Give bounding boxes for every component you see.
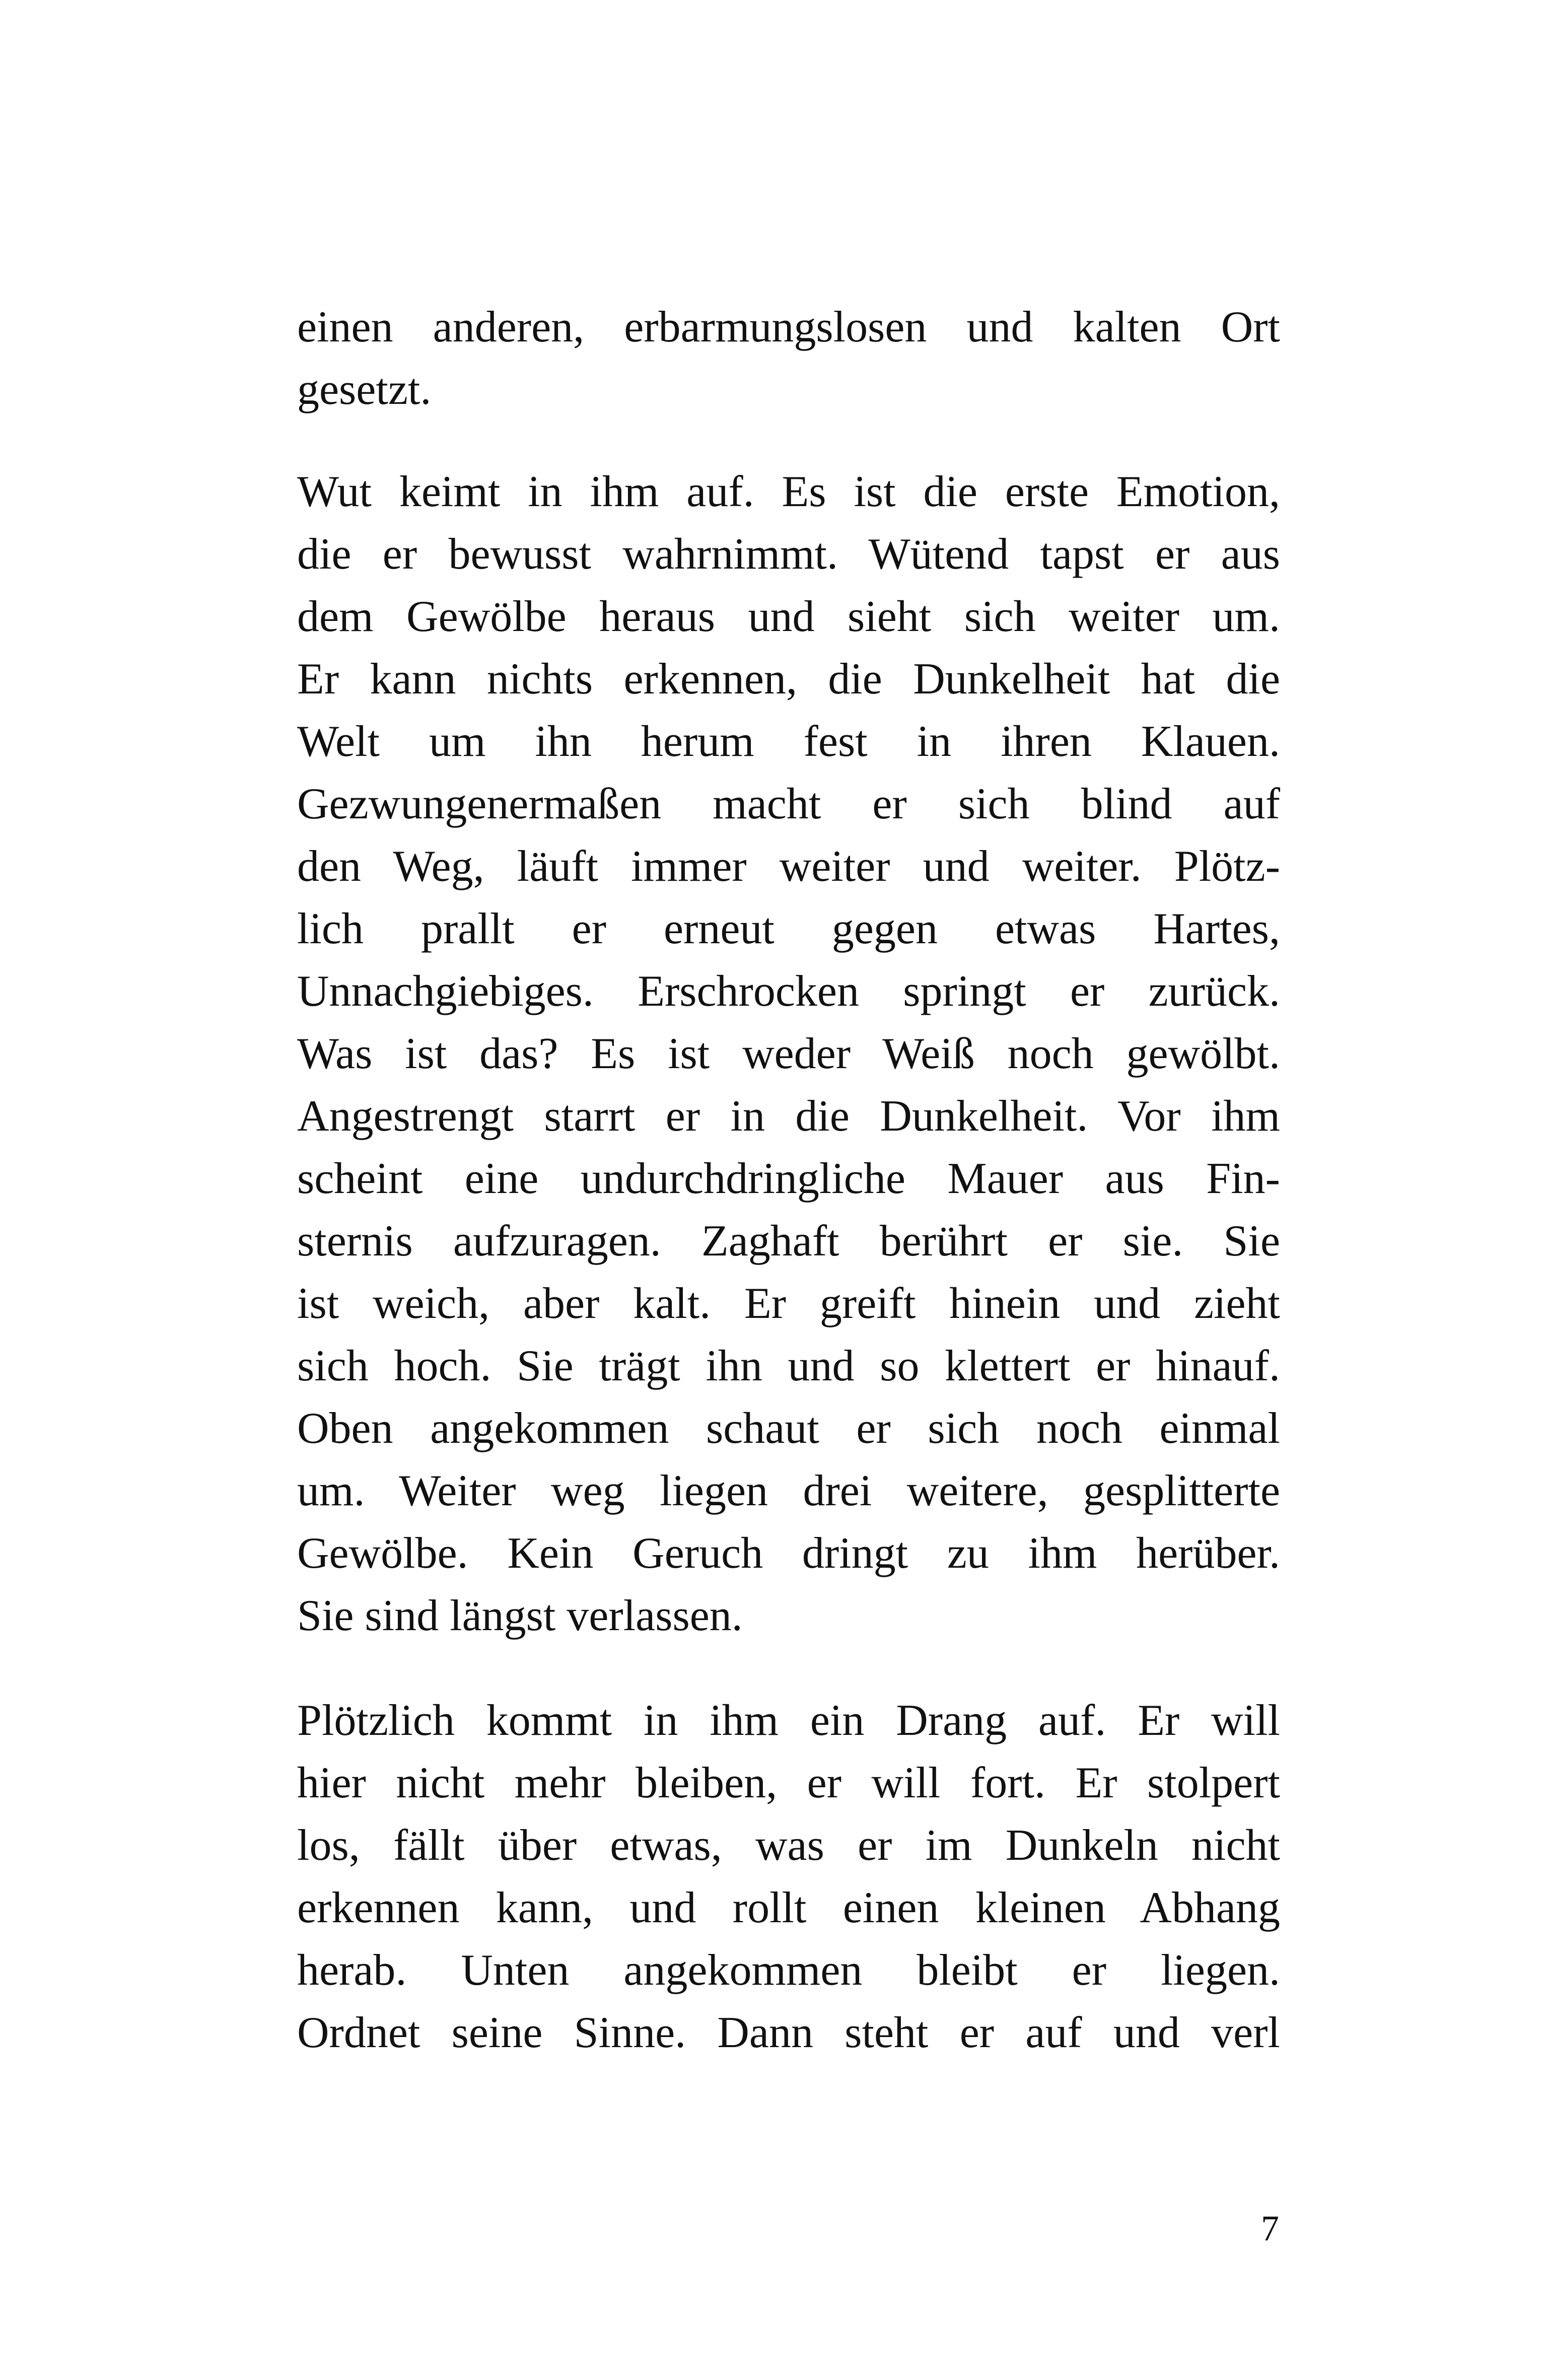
text-line: sich hoch. Sie trägt ihn und so klettert er hinauf. bbox=[297, 1342, 1280, 1390]
paragraph-1 bbox=[297, 296, 1280, 421]
text-line: Plötzlich kommt in ihm ein Drang auf. Er will bbox=[297, 1696, 1280, 1745]
text-line: einen anderen, erbarmungslosen und kalten Ort bbox=[297, 303, 1280, 352]
text-line: sternis aufzuragen. Zaghaft berührt er sie. Sie bbox=[297, 1217, 1280, 1266]
text-line: Angestrengt starrt er in die Dunkelheit. Vor ihm bbox=[297, 1092, 1280, 1141]
text-line: ist weich, aber kalt. Er greift hinein und zieht bbox=[297, 1279, 1280, 1328]
text-line: die er bewusst wahrnimmt. Wütend tapst er aus bbox=[297, 530, 1280, 579]
paragraph-2 bbox=[297, 461, 1280, 1647]
page-number: 7 bbox=[1261, 2208, 1279, 2249]
text-line: um. Weiter weg liegen drei weitere, gesplitterte bbox=[297, 1466, 1280, 1515]
text-line: los, fällt über etwas, was er im Dunkeln nicht bbox=[297, 1821, 1280, 1870]
text-line: Was ist das? Es ist weder Weiß noch gewölbt. bbox=[297, 1029, 1280, 1078]
text-line: dem Gewölbe heraus und sieht sich weiter um. bbox=[297, 592, 1280, 641]
text-line: Wut keimt in ihm auf. Es ist die erste Emotion, bbox=[297, 467, 1280, 516]
text-line: den Weg, läuft immer weiter und weiter. Plötz- bbox=[297, 842, 1280, 891]
text-line: Gezwungenermaßen macht er sich blind auf bbox=[297, 780, 1280, 828]
text-line: hier nicht mehr bleiben, er will fort. Er stolpert bbox=[297, 1759, 1280, 1807]
text-line: Ordnet seine Sinne. Dann steht er auf und verl bbox=[297, 2008, 1280, 2057]
text-line: Welt um ihn herum fest in ihren Klauen. bbox=[297, 717, 1280, 766]
text-line: scheint eine undurchdringliche Mauer aus Fin- bbox=[297, 1154, 1280, 1203]
text-line: Er kann nichts erkennen, die Dunkelheit hat die bbox=[297, 655, 1280, 704]
text-line: Unnachgiebiges. Erschrocken springt er zurück. bbox=[297, 967, 1280, 1016]
text-line: Gewölbe. Kein Geruch dringt zu ihm herüber. bbox=[297, 1529, 1280, 1578]
text-line: gesetzt. bbox=[297, 365, 432, 414]
text-line: lich prallt er erneut gegen etwas Hartes, bbox=[297, 904, 1280, 953]
text-line: herab. Unten angekommen bleibt er liegen. bbox=[297, 1946, 1280, 1995]
paragraph-3 bbox=[297, 1690, 1280, 2064]
text-line: Sie sind längst verlassen. bbox=[297, 1591, 743, 1640]
text-line: erkennen kann, und rollt einen kleinen Abhang bbox=[297, 1883, 1280, 1932]
text-line: Oben angekommen schaut er sich noch einmal bbox=[297, 1404, 1280, 1453]
